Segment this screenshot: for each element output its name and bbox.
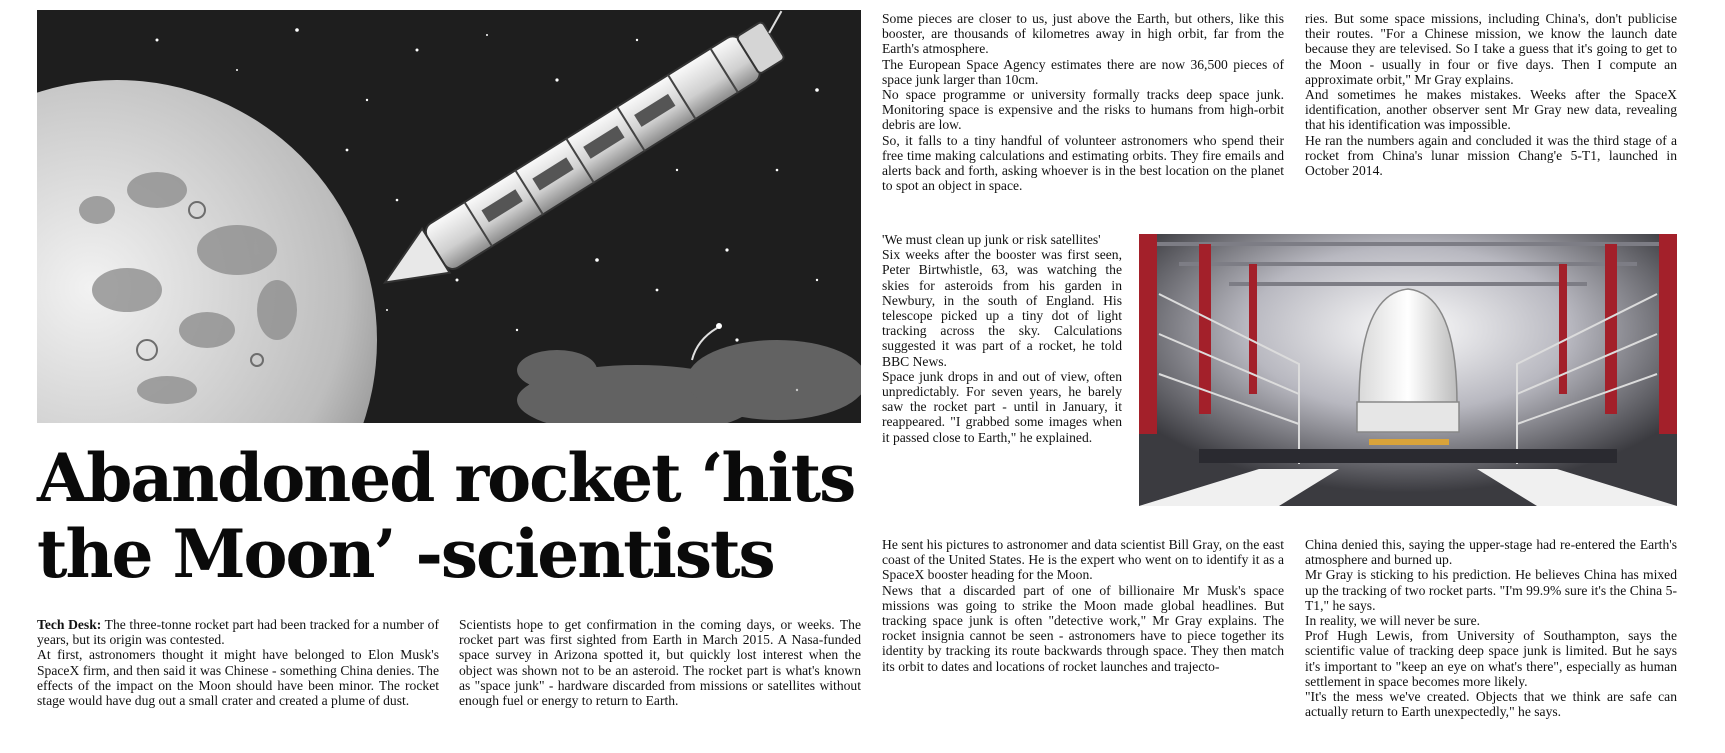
col3-narrow-paragraph-2: Space junk drops in and out of view, often unpredictably. For seven years, he barely saw the rocket part - until in January, it reappeared. "I grabbed some images when it passed close to Earth," he explained. (882, 368, 1122, 445)
col3-paragraph-3: No space programme or university formally tracks deep space junk. Monitoring space is expensive and the risks to humans from high-orbit debris are low. (882, 87, 1284, 133)
col4-bottom-paragraph-2: Mr Gray is sticking to his prediction. He believes China has mixed up the tracking of two rocket parts. "I'm 99.9% sure it's the China 5-T1," he says. (1305, 567, 1677, 613)
col4-bottom-paragraph-1: China denied this, saying the upper-stage had re-entered the Earth's atmosphere and burned up. (1305, 537, 1677, 568)
col4-bottom-paragraph-3: In reality, we will never be sure. (1305, 613, 1481, 629)
article-headline (37, 440, 857, 592)
col4-bottom-paragraph-5: "It's the mess we've created. Objects that we think are safe can actually return to Earth unexpectedly," he says. (1305, 689, 1677, 720)
col3-bottom-paragraph-2: News that a discarded part of one of billionaire Mr Musk's space missions was going to strike the Moon made global headlines. But tracking space junk is often "detective work," Mr Gray explains. The rocket insignia cannot be seen - astronomers have to piece together its identity by tracking its route backwards through space. They then match its orbit to dates and locations of rocket launches and trajecto- (882, 582, 1284, 674)
article-column-4-top (1305, 11, 1677, 178)
article-column-3-narrow (882, 232, 1122, 445)
spacex-capsule-photo (1139, 234, 1677, 506)
col3-paragraph-2: The European Space Agency estimates there are now 36,500 pieces of space junk larger than 10cm. (882, 56, 1284, 87)
col3-paragraph-4: So, it falls to a tiny handful of volunteer astronomers who spend their free time making calculations and estimating orbits. They fire emails and alerts back and forth, asking whoever is in the best location on the planet to spot an object in space. (882, 132, 1284, 194)
col3-narrow-paragraph-1: Six weeks after the booster was first seen, Peter Birtwhistle, 63, was watching the skies for asteroids from his garden in Newbury, in the south of England. His telescope picked up a tiny dot of light tracking across the sky. Calculations suggested it was part of a rocket, he told BBC News. (882, 247, 1122, 369)
col1-paragraph-2: At first, astronomers thought it might have belonged to Elon Musk's SpaceX firm, and then said it was Chinese - something China denies. The effects of the impact on the Moon should have been minor. The rocket stage would have dug out a small crater and created a plume of dust. (37, 647, 439, 709)
article-column-2 (459, 617, 861, 708)
article-column-1 (37, 617, 439, 708)
moon-rocket-illustration (37, 10, 861, 423)
section-subhead: 'We must clean up junk or risk satellites' (882, 232, 1101, 247)
col2-paragraph-1: Scientists hope to get confirmation in the coming days, or weeks. The rocket part was first sighted from Earth in March 2015. A Nasa-funded space survey in Arizona spotted it, but quickly lost interest when the object was shown not to be an asteroid. The rocket part is what's known as "space junk" - hardware discarded from missions or satellites without enough fuel or energy to return to Earth. (459, 617, 861, 709)
col4-paragraph-1: ries. But some space missions, including China's, don't publicise their routes. "For a Chinese mission, we know the launch date because they are televised. So I take a guess that it's going to get to the Moon - usually in four or five days. Then I compute an approximate orbit," Mr Gray explains. (1305, 11, 1677, 87)
article-column-4-bottom (1305, 537, 1677, 719)
article-column-3-bottom (882, 537, 1284, 674)
headline-line-2: the Moon’ -scientists (37, 515, 774, 593)
col4-paragraph-3: He ran the numbers again and concluded it was the third stage of a rocket from China's lunar mission Chang'e 5-T1, launched in October 2014. (1305, 132, 1677, 179)
kicker-tech-desk: Tech Desk: (37, 617, 102, 632)
headline-line-1: Abandoned rocket ‘hits (37, 439, 855, 517)
col4-paragraph-2: And sometimes he makes mistakes. Weeks after the SpaceX identification, another observer sent Mr Gray new data, revealing that his identification was impossible. (1305, 87, 1677, 133)
col4-bottom-paragraph-4: Prof Hugh Lewis, from University of Southampton, says the scientific value of tracking deep space junk is limited. But he says it's important to "keep an eye on what's there", especially as human settlement in space becomes more likely. (1305, 628, 1677, 689)
col3-paragraph-1: Some pieces are closer to us, just above the Earth, but others, like this booster, are thousands of kilometres away in high orbit, far from the Earth's atmosphere. (882, 11, 1284, 57)
col1-p1-text: The three-tonne rocket part had been tracked for a number of years, but its origin was contested. (37, 617, 439, 648)
col3-bottom-paragraph-1: He sent his pictures to astronomer and data scientist Bill Gray, on the east coast of the United States. He is the expert who went on to identify it as a SpaceX booster heading for the Moon. (882, 537, 1284, 583)
col1-paragraph-1 (37, 617, 439, 647)
article-column-3-top (882, 11, 1284, 193)
